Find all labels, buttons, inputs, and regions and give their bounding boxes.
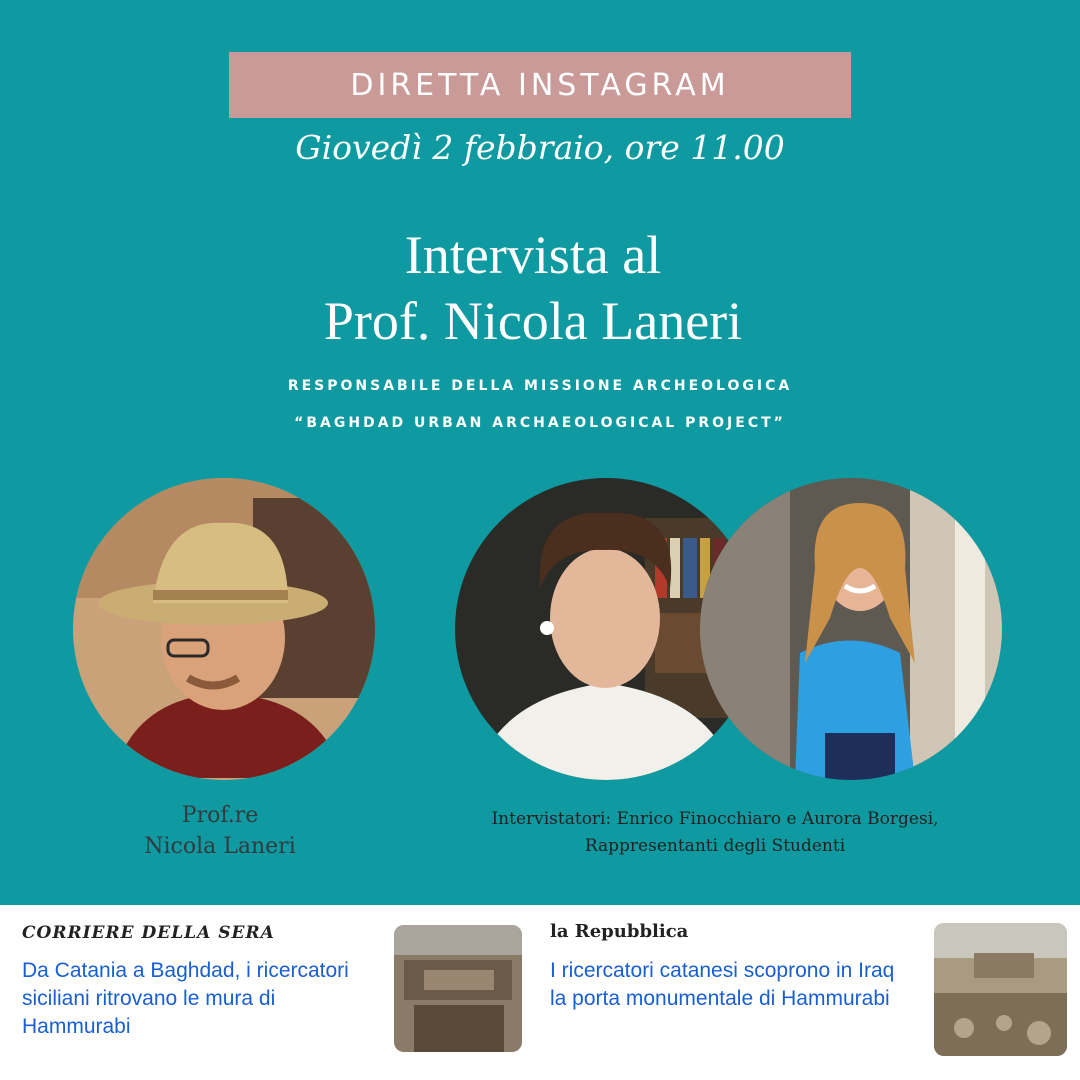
subtitle-line-2: “BAGHDAD URBAN ARCHAEOLOGICAL PROJECT” bbox=[294, 415, 786, 431]
title-line-2: Prof. Nicola Laneri bbox=[323, 291, 743, 351]
news-thumbnail-repubblica[interactable] bbox=[934, 923, 1067, 1056]
guest-caption bbox=[110, 800, 330, 862]
news-strip bbox=[0, 905, 1080, 1080]
event-banner: DIRETTA INSTAGRAM bbox=[229, 52, 851, 118]
interviewers-caption bbox=[440, 806, 990, 860]
interviewer-photo-aurora bbox=[700, 478, 1002, 780]
repubblica-masthead: la Repubblica bbox=[550, 921, 689, 942]
guest-caption-title: Prof.re bbox=[181, 803, 259, 828]
news-headline-repubblica[interactable]: I ricercatori catanesi scoprono in Iraq la porta monumentale di Hammurabi bbox=[550, 959, 895, 1010]
corriere-masthead: CORRIERE DELLA SERA bbox=[22, 923, 275, 943]
news-headline-corriere[interactable]: Da Catania a Baghdad, i ricercatori siciliani ritrovano le mura di Hammurabi bbox=[22, 959, 349, 1038]
subtitle-line-1: RESPONSABILE DELLA MISSIONE ARCHEOLOGICA bbox=[287, 378, 793, 394]
interviewers-caption-line-2: Rappresentanti degli Studenti bbox=[584, 836, 846, 856]
guest-caption-name: Nicola Laneri bbox=[144, 834, 296, 859]
news-thumbnail-corriere[interactable] bbox=[394, 925, 522, 1052]
title-line-1: Intervista al bbox=[404, 225, 662, 285]
interviewers-caption-line-1: Intervistatori: Enrico Finocchiaro e Aurora Borgesi, bbox=[491, 809, 939, 829]
guest-photo bbox=[73, 478, 375, 780]
event-date: Giovedì 2 febbraio, ore 11.00 bbox=[295, 128, 785, 167]
